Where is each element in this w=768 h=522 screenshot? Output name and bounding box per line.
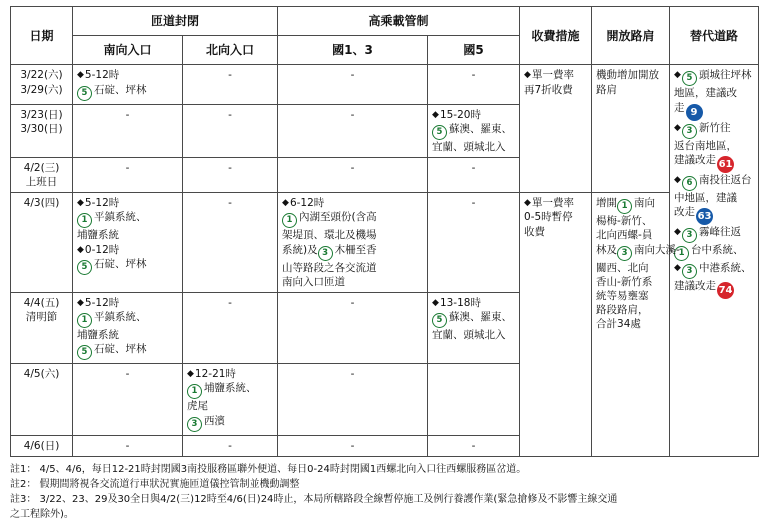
diamond-bullet-icon: ◆	[432, 297, 439, 308]
route-badge-icon: 5	[682, 71, 697, 86]
cell-date: 3/22(六) 3/29(六)	[11, 65, 73, 104]
route-badge-icon: 5	[77, 345, 92, 360]
cell-ramp-north: -	[183, 292, 278, 363]
diamond-bullet-icon: ◆	[77, 297, 84, 308]
header-toll: 收費措施	[520, 7, 592, 65]
cell-hov-n1-3: ◆6-12時 1 內湖至頭份(含高 架堤頂、環北及機場 系統)及 3 木柵至香 山等路段之各交流道 南向入口匝道	[278, 193, 428, 293]
cell-date: 4/5(六)	[11, 364, 73, 435]
cell-hov-n1-3: -	[278, 364, 428, 435]
table-row	[11, 65, 759, 104]
provincial-route-shield-icon: 61	[717, 156, 734, 173]
route-badge-icon: 1	[187, 384, 202, 399]
provincial-route-shield-icon: 74	[717, 282, 734, 299]
diamond-bullet-icon: ◆	[77, 70, 84, 81]
route-badge-icon: 5	[77, 260, 92, 275]
cell-ramp-south: -	[73, 157, 183, 192]
diamond-bullet-icon: ◆	[674, 174, 681, 185]
header-ramp-closure: 匝道封閉	[73, 7, 278, 36]
footnote-1: 註1： 4/5、4/6，每日12-21時封閉國3南投服務區聯外便道、每日0-24時封閉國1西螺北向入口往西螺服務區岔道。	[10, 463, 527, 475]
cell-hov-n1-3: -	[278, 104, 428, 157]
cell-hov-n5: -	[428, 193, 520, 293]
cell-hov-n5: -	[428, 65, 520, 104]
route-badge-icon: 3	[682, 228, 697, 243]
diamond-bullet-icon: ◆	[524, 198, 531, 209]
cell-hov-n1-3: -	[278, 65, 428, 104]
cell-hov-n5	[428, 364, 520, 435]
route-badge-icon: 1	[674, 246, 689, 261]
provincial-route-shield-icon: 9	[686, 104, 703, 121]
cell-ramp-south: -	[73, 364, 183, 435]
route-badge-icon: 6	[682, 176, 697, 191]
header-shoulder: 開放路肩	[592, 7, 670, 65]
table-row	[11, 193, 759, 293]
diamond-bullet-icon: ◆	[674, 262, 681, 273]
table-header-row	[11, 7, 759, 36]
cell-hov-n5: -	[428, 435, 520, 456]
header-date: 日期	[11, 7, 73, 65]
diamond-bullet-icon: ◆	[674, 122, 681, 133]
route-badge-icon: 1	[282, 213, 297, 228]
header-ramp-south: 南向入口	[73, 36, 183, 65]
route-badge-icon: 5	[432, 125, 447, 140]
route-badge-icon: 3	[187, 417, 202, 432]
footnotes	[10, 462, 758, 522]
route-badge-icon: 1	[617, 199, 632, 214]
holiday-traffic-schedule-table	[10, 6, 759, 457]
cell-ramp-south: -	[73, 435, 183, 456]
cell-hov-n1-3: -	[278, 292, 428, 363]
cell-hov-n5: -	[428, 157, 520, 192]
diamond-bullet-icon: ◆	[524, 70, 531, 81]
cell-date: 3/23(日) 3/30(日)	[11, 104, 73, 157]
cell-alt-route: ◆ 5 頭城往坪林 地區，建議改 走 9 ◆ 3 新竹往 返台南地區， 建議改走 61 ◆ 6 南投往返台 中地區，建議 改走 63 ◆ 3 霧峰往返 1 台中系統、 ◆ 3 中港系統、 建議改走 74	[670, 65, 759, 456]
header-ramp-north: 北向入口	[183, 36, 278, 65]
cell-toll: ◆單一費率 0-5時暫停 收費	[520, 193, 592, 457]
route-badge-icon: 3	[617, 246, 632, 261]
header-hov-n5: 國5	[428, 36, 520, 65]
route-badge-icon: 3	[318, 246, 333, 261]
diamond-bullet-icon: ◆	[674, 226, 681, 237]
cell-date: 4/3(四)	[11, 193, 73, 293]
route-badge-icon: 5	[77, 86, 92, 101]
cell-ramp-south: ◆5-12時 1 平鎮系統、 埔鹽系統 ◆0-12時 5 石碇、坪林	[73, 193, 183, 293]
cell-hov-n5: ◆13-18時 5 蘇澳、羅東、 宜蘭、頭城北入	[428, 292, 520, 363]
cell-shoulder: 增開 1 南向 楊梅-新竹、 北向西螺-員 林及 3 南向大溪- 關西、北向 香山-新竹系 統等易壅塞 路段路肩， 合計34處	[592, 193, 670, 457]
cell-ramp-north: -	[183, 65, 278, 104]
cell-ramp-north: -	[183, 193, 278, 293]
cell-date: 4/2(三) 上班日	[11, 157, 73, 192]
cell-shoulder: 機動增加開放 路肩	[592, 65, 670, 193]
route-badge-icon: 1	[77, 313, 92, 328]
cell-date: 4/6(日)	[11, 435, 73, 456]
cell-ramp-north: -	[183, 157, 278, 192]
cell-ramp-north: -	[183, 104, 278, 157]
diamond-bullet-icon: ◆	[77, 198, 84, 209]
provincial-route-shield-icon: 63	[696, 208, 713, 225]
header-hov-n1-3: 國1、3	[278, 36, 428, 65]
diamond-bullet-icon: ◆	[282, 198, 289, 209]
document-page	[0, 6, 768, 520]
diamond-bullet-icon: ◆	[77, 244, 84, 255]
footnote-3: 註3： 3/22、23、29及30全日與4/2(三)12時至4/6(日)24時止，本局所轄路段全線暫停施工及例行養護作業(緊急搶修及不影響主線交通	[10, 493, 618, 505]
cell-ramp-south: -	[73, 104, 183, 157]
diamond-bullet-icon: ◆	[674, 70, 681, 81]
cell-ramp-south: ◆5-12時 1 平鎮系統、 埔鹽系統 5 石碇、坪林	[73, 292, 183, 363]
cell-date: 4/4(五) 清明節	[11, 292, 73, 363]
cell-hov-n1-3: -	[278, 435, 428, 456]
footnote-3-continued: 之工程除外)。	[10, 508, 74, 520]
cell-ramp-north: -	[183, 435, 278, 456]
cell-ramp-north: ◆12-21時 1 埔鹽系統、 虎尾 3 西濱	[183, 364, 278, 435]
route-badge-icon: 3	[682, 124, 697, 139]
diamond-bullet-icon: ◆	[432, 109, 439, 120]
cell-ramp-south: ◆5-12時 5 石碇、坪林	[73, 65, 183, 104]
header-hov: 高乘載管制	[278, 7, 520, 36]
cell-hov-n5: ◆15-20時 5 蘇澳、羅東、 宜蘭、頭城北入	[428, 104, 520, 157]
header-alt-route: 替代道路	[670, 7, 759, 65]
footnote-2: 註2： 假期間將視各交流道行車狀況實施匝道儀控管制並機動調整	[10, 478, 300, 490]
cell-hov-n1-3: -	[278, 157, 428, 192]
cell-toll: ◆單一費率 再7折收費	[520, 65, 592, 193]
route-badge-icon: 3	[682, 264, 697, 279]
route-badge-icon: 1	[77, 213, 92, 228]
route-badge-icon: 5	[432, 313, 447, 328]
diamond-bullet-icon: ◆	[187, 369, 194, 380]
